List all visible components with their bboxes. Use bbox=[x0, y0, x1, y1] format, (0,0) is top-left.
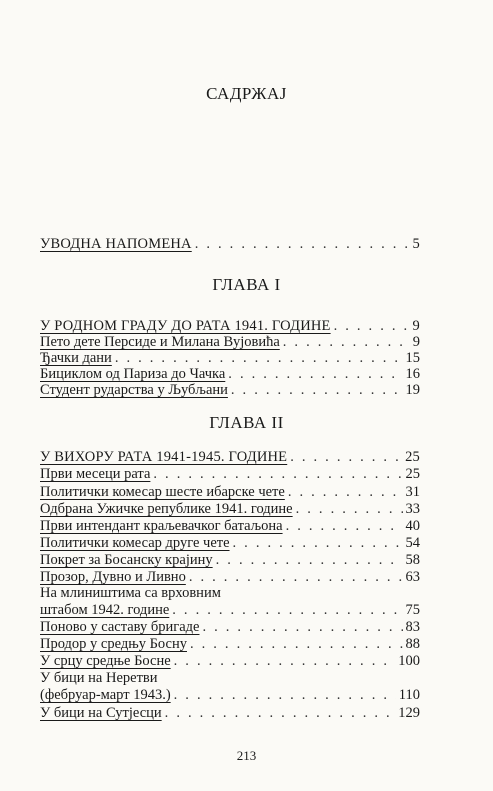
toc-entry-page: 9 bbox=[412, 334, 420, 350]
toc-entry-title: Политички комесар шесте ибарске чете bbox=[40, 484, 285, 500]
toc-entry-title: Покрет за Босанску крајину bbox=[40, 552, 213, 568]
chapter-heading-1: ГЛАВА I bbox=[212, 275, 281, 294]
toc-leader-dots bbox=[165, 705, 396, 721]
toc-entry-title: У бици на Сутјесци bbox=[40, 705, 162, 721]
toc-entry-title: Пето дете Персиде и Милана Вујовића bbox=[40, 334, 280, 350]
toc-leader-dots bbox=[189, 569, 403, 585]
toc-entry[interactable] bbox=[40, 334, 420, 350]
toc-entry-page: 33 bbox=[405, 501, 420, 517]
toc-entry-title: Ђачки дани bbox=[40, 350, 112, 366]
toc-entry-page: 9 bbox=[412, 318, 420, 334]
toc-entry[interactable] bbox=[40, 484, 420, 500]
toc-entry-title-line1: У бици на Неретви bbox=[40, 670, 158, 686]
toc-leader-dots bbox=[296, 501, 403, 517]
toc-entry-title: Студент рударства у Љубљани bbox=[40, 382, 228, 398]
toc-entry-page: 31 bbox=[405, 484, 420, 500]
toc-entry-page: 88 bbox=[405, 636, 420, 652]
chapter-heading-2: ГЛАВА II bbox=[209, 413, 284, 432]
toc-entry-title: У РОДНОМ ГРАДУ ДО РАТА 1941. ГОДИНЕ bbox=[40, 318, 331, 334]
contents-title: САДРЖАЈ bbox=[206, 84, 287, 103]
toc-leader-dots bbox=[286, 518, 403, 534]
toc-leader-dots bbox=[334, 318, 410, 334]
toc-leader-dots bbox=[195, 236, 410, 252]
toc-leader-dots bbox=[283, 334, 410, 350]
toc-entry[interactable] bbox=[40, 382, 420, 398]
toc-entry[interactable] bbox=[40, 687, 420, 703]
toc-entry-title: УВОДНА НАПОМЕНА bbox=[40, 236, 192, 252]
toc-entry-page: 19 bbox=[405, 382, 420, 398]
toc-leader-dots bbox=[174, 653, 396, 669]
toc-entry[interactable] bbox=[40, 602, 420, 618]
toc-leader-dots bbox=[231, 382, 403, 398]
toc-entry-page: 129 bbox=[398, 705, 420, 721]
toc-entry-page: 83 bbox=[405, 619, 420, 635]
page-number: 213 bbox=[236, 748, 257, 763]
toc-entry-page: 58 bbox=[405, 552, 420, 568]
toc-entry[interactable] bbox=[40, 705, 420, 721]
toc-entry[interactable] bbox=[40, 535, 420, 551]
toc-entry[interactable] bbox=[40, 653, 420, 669]
toc-entry-page: 75 bbox=[405, 602, 420, 618]
toc-entry[interactable] bbox=[40, 466, 420, 482]
toc-entry-page: 54 bbox=[405, 535, 420, 551]
toc-entry[interactable] bbox=[40, 318, 420, 334]
toc-entry-title: Поново у саставу бригаде bbox=[40, 619, 200, 635]
toc-leader-dots bbox=[290, 449, 402, 465]
toc-entry-title: Први интендант краљевачког батаљона bbox=[40, 518, 283, 534]
toc-entry-page: 110 bbox=[398, 687, 420, 703]
toc-leader-dots bbox=[174, 687, 396, 703]
toc-entry[interactable] bbox=[40, 449, 420, 465]
toc-entry-page: 16 bbox=[405, 366, 420, 382]
toc-entry[interactable] bbox=[40, 569, 420, 585]
toc-entry[interactable] bbox=[40, 636, 420, 652]
toc-entry[interactable] bbox=[40, 518, 420, 534]
toc-entry[interactable] bbox=[40, 501, 420, 517]
toc-leader-dots bbox=[228, 366, 402, 382]
toc-entry-title: У ВИХОРУ РАТА 1941-1945. ГОДИНЕ bbox=[40, 449, 288, 465]
toc-entry-title: У срцу средње Босне bbox=[40, 653, 171, 669]
toc-entry[interactable] bbox=[40, 350, 420, 366]
toc-entry-page: 25 bbox=[405, 449, 420, 465]
toc-leader-dots bbox=[190, 636, 403, 652]
toc-entry-title: Бициклом од Париза до Чачка bbox=[40, 366, 226, 382]
toc-leader-dots bbox=[288, 484, 403, 500]
toc-entry-title: Прозор, Дувно и Ливно bbox=[40, 569, 186, 585]
toc-entry-title: Одбрана Ужичке републике 1941. године bbox=[40, 501, 293, 517]
toc-entry-page: 63 bbox=[405, 569, 420, 585]
toc-entry-page: 100 bbox=[398, 653, 420, 669]
toc-leader-dots bbox=[233, 535, 403, 551]
toc-entry-intro[interactable] bbox=[40, 236, 420, 252]
toc-leader-dots bbox=[115, 350, 403, 366]
toc-entry[interactable] bbox=[40, 619, 420, 635]
toc-entry-title-line2: штабом 1942. године bbox=[40, 602, 170, 618]
toc-entry[interactable] bbox=[40, 552, 420, 568]
toc-leader-dots bbox=[202, 619, 402, 635]
toc-entry-page: 15 bbox=[405, 350, 420, 366]
toc-entry-title: Први месеци рата bbox=[40, 466, 151, 482]
toc-leader-dots bbox=[172, 602, 402, 618]
toc-entry-title: Политички комесар друге чете bbox=[40, 535, 230, 551]
toc-leader-dots bbox=[153, 466, 402, 482]
toc-leader-dots bbox=[216, 552, 403, 568]
toc-entry-title: Продор у средњу Босну bbox=[40, 636, 187, 652]
toc-entry-page: 40 bbox=[405, 518, 420, 534]
toc-entry-title-line1: На млиништима са врховним bbox=[40, 585, 221, 601]
toc-entry-title-line2: (фебруар-март 1943.) bbox=[40, 687, 171, 703]
toc-entry-page: 25 bbox=[405, 466, 420, 482]
toc-entry[interactable] bbox=[40, 366, 420, 382]
toc-entry-page: 5 bbox=[412, 236, 420, 252]
